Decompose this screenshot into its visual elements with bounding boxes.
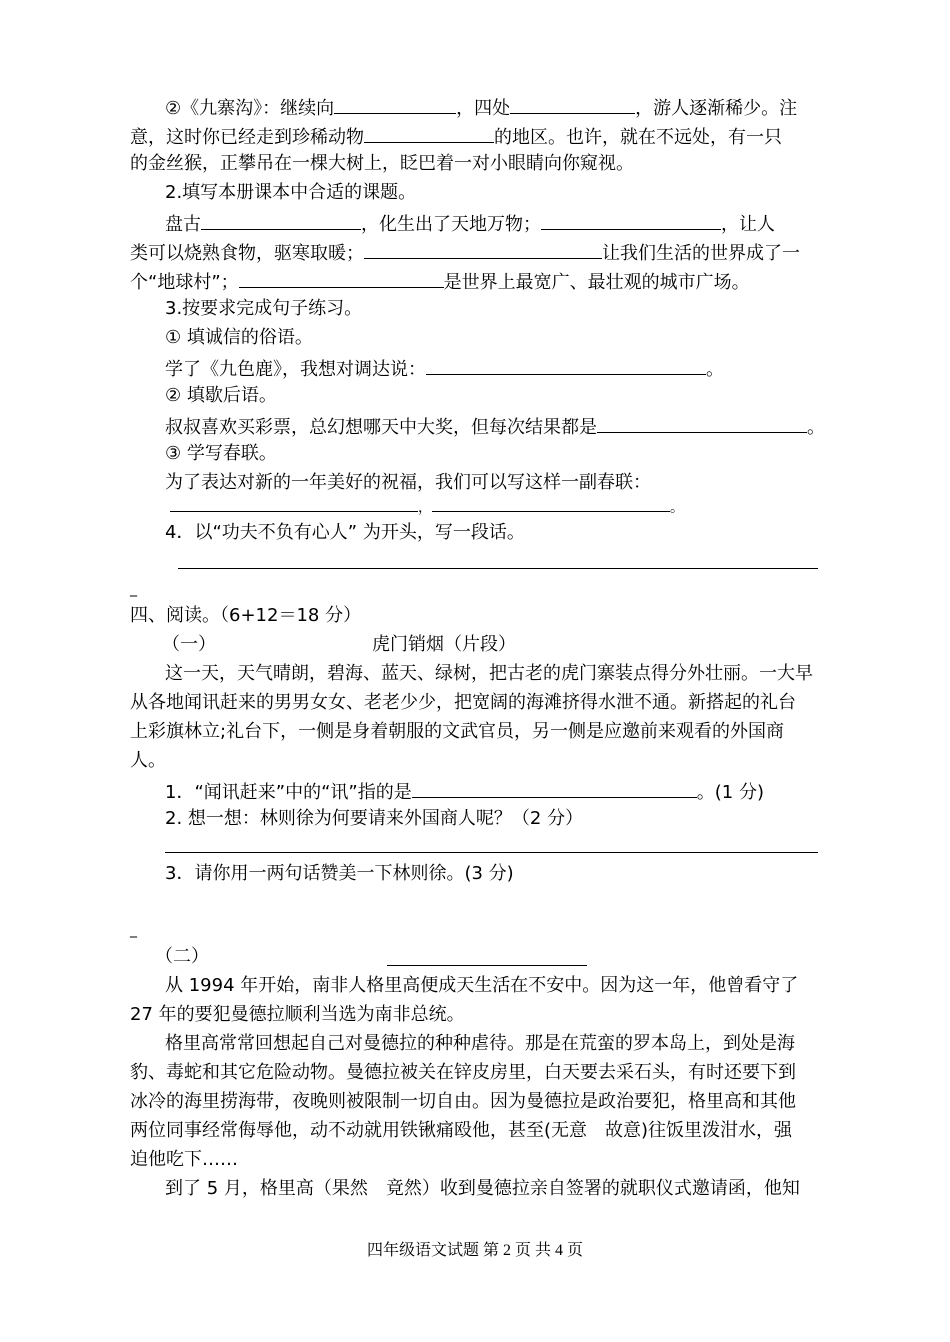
- couplet-second-blank[interactable]: [432, 497, 670, 512]
- answer-blank[interactable]: [541, 211, 721, 230]
- q3-s2-end: 。: [807, 417, 825, 438]
- page-footer: 四年级语文试题 第 2 页 共 4 页: [366, 1242, 583, 1259]
- passage2-line3: 格里高常常回想起自己对曼德拉的种种虐待。那是在荒蛮的罗本岛上，到处是海: [165, 1033, 795, 1054]
- answer-blank[interactable]: [364, 240, 602, 259]
- passage2-line7: 迫他吃下……: [130, 1149, 238, 1170]
- passage2-line4: 豹、毒蛇和其它危险动物。曼德拉被关在锌皮房里，白天要去采石头，有时还要下到: [130, 1062, 796, 1083]
- q2-l3b: 是世界上最宽广、最壮观的城市广场。: [443, 272, 750, 293]
- q-jiuzhaigou-line1: [165, 95, 797, 120]
- q3-s3: ③ 学写春联。: [165, 443, 277, 464]
- q3-title: 3.按要求完成句子练习。: [165, 298, 363, 319]
- part1-title: 虎门销烟（片段）: [372, 634, 516, 655]
- q-jiuzhaigou-label: ②《九寨沟》：继续向: [165, 98, 335, 119]
- r3-prompt: 3．请你用一两句话赞美一下林则徐。(3 分): [165, 863, 514, 884]
- answer-blank[interactable]: [412, 779, 697, 798]
- r1-line: [165, 779, 764, 804]
- passage2-line2: 27 年的要犯曼德拉顺利当选为南非总统。: [130, 1004, 465, 1025]
- q2-line1: [165, 211, 775, 236]
- answer-blank[interactable]: [239, 269, 444, 288]
- answer-blank[interactable]: [334, 95, 456, 114]
- q2-title: 2.填写本册课本中合适的课题。: [165, 182, 417, 203]
- passage1-line1: 这一天，天气晴朗，碧海、蓝天、绿树，把古老的虎门寨装点得分外壮丽。一大早: [165, 663, 813, 684]
- q3-s1-line: [165, 356, 724, 381]
- q2-line2: [130, 240, 800, 265]
- r2-prompt: 2. 想一想：林则徐为何要请来外国商人呢？（2 分）: [165, 808, 584, 829]
- q4-answer-line[interactable]: [178, 568, 818, 569]
- q3-s2-line: [165, 414, 825, 439]
- q3-s1-end: 。: [706, 359, 724, 380]
- stray-dash-2: _: [130, 922, 137, 938]
- q3-s1: ① 填诚信的俗语。: [165, 327, 313, 348]
- answer-blank[interactable]: [426, 356, 706, 375]
- section4-heading: 四、阅读。（6+12＝18 分）: [130, 605, 362, 626]
- q3-s2: ② 填歇后语。: [165, 385, 277, 406]
- passage2-line1: 从 1994 年开始，南非人格里高便成天生活在不安中。因为这一年，他曾看守了: [165, 975, 799, 996]
- q-jiuzhaigou-mid2: ，游人逐渐稀少。注: [635, 98, 798, 119]
- q3-s3-prompt: 为了表达对新的一年美好的祝福，我们可以写这样一副春联：: [165, 472, 651, 493]
- q3-couplet-line: [170, 497, 684, 519]
- q-jiuzhaigou-line2b: 的地区。也许，就在不远处，有一只: [494, 127, 782, 148]
- q3-s3-comma: ，: [418, 500, 432, 516]
- q-jiuzhaigou-line2: [130, 124, 782, 149]
- q2-l3a: 个“地球村”；: [130, 272, 239, 293]
- q3-s2-prompt: 叔叔喜欢买彩票，总幻想哪天中大奖，但每次结果都是: [165, 417, 597, 438]
- r1-end: 。(1 分): [696, 782, 764, 803]
- part2-label: （二）: [155, 946, 209, 967]
- q-jiuzhaigou-line2a: 意，这时你已经走到珍稀动物: [130, 127, 364, 148]
- passage2-line6: 两位同事经常侮辱他，动不动就用铁锹痛殴他，甚至(无意 故意)往饭里泼泔水，强: [130, 1120, 793, 1141]
- r1-prompt: 1．“闻讯赶来”中的“讯”指的是: [165, 782, 412, 803]
- part1-label: （一）: [162, 634, 216, 655]
- part2-title-blank[interactable]: [387, 965, 587, 966]
- passage1-line4: 人。: [130, 750, 166, 771]
- q2-l1a: 盘古: [165, 214, 201, 235]
- q2-line3: [130, 269, 750, 294]
- passage2-line8: 到了 5 月，格里高（果然 竟然）收到曼德拉亲自签署的就职仪式邀请函，他知: [165, 1178, 800, 1199]
- q2-l1b: ，化生出了天地万物；: [361, 214, 541, 235]
- answer-blank[interactable]: [201, 211, 361, 230]
- answer-blank[interactable]: [597, 414, 807, 433]
- passage1-line3: 上彩旗林立;礼台下，一侧是身着朝服的文武官员，另一侧是应邀前来观看的外国商: [130, 721, 785, 742]
- q2-l1c: ，让人: [721, 214, 775, 235]
- passage2-line5: 冰冷的海里捞海带，夜晚则被限制一切自由。因为曼德拉是政治要犯，格里高和其他: [130, 1091, 796, 1112]
- stray-dash: _: [130, 581, 137, 597]
- answer-blank[interactable]: [510, 95, 635, 114]
- q2-l2b: 让我们生活的世界成了一: [602, 243, 800, 264]
- passage1-line2: 从各地闻讯赶来的男男女女、老老少少，把宽阔的海滩挤得水泄不通。新搭起的礼台: [130, 692, 796, 713]
- q-jiuzhaigou-mid1: ，四处: [456, 98, 511, 119]
- q3-s1-prompt: 学了《九色鹿》，我想对调达说：: [165, 359, 426, 380]
- answer-blank[interactable]: [364, 124, 494, 143]
- q4-title: 4．以“功夫不负有心人” 为开头，写一段话。: [165, 522, 525, 543]
- q2-l2a: 类可以烧熟食物，驱寒取暖；: [130, 243, 364, 264]
- r2-answer-line[interactable]: [165, 852, 818, 853]
- q3-s3-end: 。: [670, 500, 684, 516]
- q-jiuzhaigou-line3: 的金丝猴，正攀吊在一棵大树上，眨巴着一对小眼睛向你窥视。: [130, 153, 634, 174]
- couplet-first-blank[interactable]: [170, 497, 418, 512]
